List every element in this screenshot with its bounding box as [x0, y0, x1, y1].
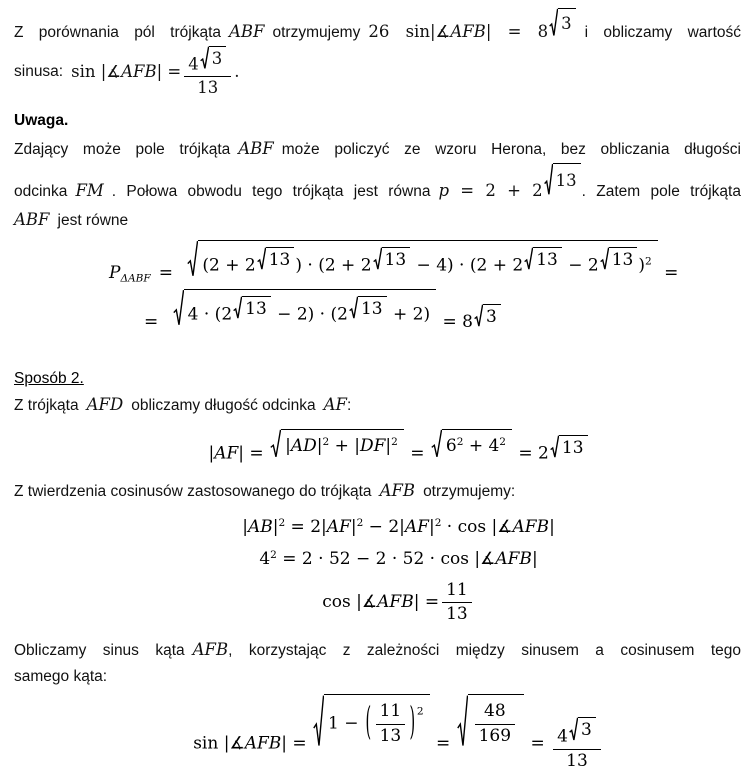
- fraction-denominator: 13: [197, 77, 219, 97]
- paragraph-heron-line1: [14, 136, 741, 163]
- radical: [200, 46, 227, 70]
- radicand: 3: [209, 46, 227, 70]
- text-run: :: [346, 397, 352, 415]
- math-run: |: [531, 549, 538, 570]
- math-run: |: [285, 436, 291, 457]
- heading-sposob-2: Sposób 2.: [14, 370, 84, 388]
- radical-sign-icon: [200, 46, 209, 70]
- math-run: |: [385, 436, 392, 457]
- radicand: [442, 429, 512, 458]
- fraction: [376, 701, 406, 747]
- radicand: 13: [533, 247, 562, 270]
- math-run: 4 · (2: [187, 304, 233, 325]
- math-var: AF: [214, 443, 239, 464]
- radical: [457, 694, 524, 749]
- text-run: Zdający może pole trójkąta: [14, 141, 231, 158]
- math-run: |: [350, 517, 357, 538]
- math-run: 4: [188, 54, 199, 74]
- radicand: 3: [558, 8, 576, 37]
- math-run: = 2|: [285, 517, 327, 538]
- math-run: | =: [156, 61, 182, 81]
- radical: [270, 429, 404, 458]
- math-run: =: [404, 443, 430, 464]
- radicand: 3: [483, 304, 501, 327]
- math-run: 4: [259, 549, 271, 570]
- math-run: ) · (2 + 2: [295, 255, 372, 276]
- text-run: i obliczamy wartość: [584, 24, 741, 41]
- math-var: AF: [323, 395, 347, 415]
- text-run: Obliczamy sinus kąta: [14, 642, 185, 660]
- fraction-denominator: 169: [478, 725, 512, 746]
- inline-formula: [360, 14, 584, 41]
- math-var: P: [109, 262, 121, 283]
- math-run: |: [316, 436, 323, 457]
- math-run: − 2) · (2: [271, 304, 348, 325]
- radical: [474, 304, 501, 327]
- radical-sign-icon: [550, 435, 559, 458]
- radical-sign-icon: [173, 289, 184, 327]
- math-var: AFB: [495, 549, 532, 570]
- fraction-denominator: 13: [566, 750, 588, 771]
- text-run: jest równe: [57, 212, 129, 229]
- math-var: ABF: [238, 139, 274, 158]
- math-run: − 2: [562, 255, 599, 276]
- radical-sign-icon: [544, 163, 553, 196]
- math-var: AFB: [450, 22, 486, 41]
- radical-sign-icon: [349, 296, 358, 319]
- radical: [373, 247, 411, 270]
- math-run: | =: [413, 592, 440, 613]
- math-run: 6: [445, 436, 457, 457]
- math-var: ABF: [14, 210, 50, 229]
- math-var: AF: [404, 517, 429, 538]
- radicand: 13: [358, 296, 387, 319]
- superscript: 2: [278, 517, 286, 530]
- math-var: AFB: [379, 481, 416, 501]
- fraction-numerator: [553, 717, 601, 750]
- radical-sign-icon: [313, 694, 324, 749]
- radical-sign-icon: [549, 8, 558, 37]
- display-equation-af: [14, 429, 741, 464]
- math-run: = 2: [513, 443, 549, 464]
- math-run: + 4: [463, 436, 500, 457]
- text-run: Z porównania pól trójkąta: [14, 24, 221, 41]
- fraction-numerator: 11: [442, 580, 472, 603]
- math-run: |: [272, 517, 279, 538]
- radical-sign-icon: [233, 296, 242, 319]
- math-run: + |: [329, 436, 360, 457]
- radical: [600, 247, 638, 270]
- radicand: [281, 429, 404, 458]
- text-run: , korzystając z zależności między sinusem a cosinusem tego: [228, 642, 741, 660]
- radical: [173, 289, 436, 327]
- math-var: FM: [75, 181, 104, 200]
- text-run: . Połowa obwodu tego trójkąta jest równa: [111, 183, 431, 200]
- math-run: | =: [238, 443, 270, 464]
- math-run: sin |∡: [71, 61, 122, 81]
- subscript: ΔABF: [120, 272, 151, 285]
- fraction-numerator: 11: [376, 701, 406, 724]
- radical-sign-icon: [373, 247, 382, 270]
- math-run: 26 sin|∡: [368, 22, 451, 41]
- math-var: AFD: [86, 395, 124, 415]
- radical: [233, 296, 271, 319]
- display-equation-cos1: [14, 517, 741, 537]
- superscript: 2: [456, 436, 464, 449]
- radicand: [468, 694, 524, 749]
- radicand: 13: [609, 247, 638, 270]
- radical-sign-icon: [474, 304, 483, 327]
- radicand: [324, 694, 430, 749]
- fraction-denominator: 13: [379, 725, 402, 746]
- math-run: + 2): [387, 304, 431, 325]
- math-var: AB: [247, 517, 273, 538]
- radicand: 13: [559, 435, 588, 458]
- math-var: AFB: [192, 640, 229, 660]
- math-var: AFB: [244, 733, 282, 754]
- fraction: [184, 46, 231, 99]
- radical-sign-icon: [431, 429, 442, 458]
- math-run: sin |∡: [193, 733, 245, 754]
- math-run: ): [638, 255, 645, 276]
- math-run: =: [658, 262, 679, 283]
- text-run: otrzymujemy:: [423, 483, 516, 501]
- radicand: 13: [553, 163, 581, 196]
- math-run: 1 −: [328, 713, 364, 734]
- fraction-denominator: 13: [446, 604, 468, 625]
- math-var: p: [438, 181, 449, 200]
- text-run: Z trójkąta: [14, 397, 79, 415]
- math-run: − 4) · (2 + 2: [411, 255, 524, 276]
- fraction: [442, 580, 472, 626]
- text-run: . Zatem pole trójkąta: [581, 183, 741, 200]
- radicand: 13: [382, 247, 411, 270]
- display-equation-heron: [109, 240, 741, 332]
- paragraph-sine-line1: [14, 637, 741, 664]
- text-run: może policzyć ze wzoru Herona, bez obliczania długości: [281, 141, 741, 158]
- math-run: · cos |∡: [441, 517, 513, 538]
- superscript: 2: [356, 517, 364, 530]
- inline-formula: [63, 46, 247, 99]
- text-run: samego kąta:: [14, 668, 108, 686]
- radical-sign-icon: [257, 247, 266, 270]
- radicand: 3: [578, 717, 596, 741]
- paragraph-comparison-line2: [14, 48, 741, 96]
- math-run: |: [428, 517, 435, 538]
- radical: [550, 435, 588, 458]
- superscript: 2: [499, 436, 506, 449]
- text-run: otrzymujemy: [272, 24, 361, 41]
- equation-line: [109, 240, 741, 285]
- math-run: = 2 · 52 − 2 · 52 · cos |∡: [276, 549, 496, 570]
- paragraph-heron-line2: [14, 163, 741, 207]
- text-run: Z twierdzenia cosinusów zastosowanego do trójkąta: [14, 483, 372, 501]
- radical-sign-icon: [600, 247, 609, 270]
- math-run: 4: [557, 726, 568, 747]
- math-run: =: [430, 733, 456, 754]
- math-run: (2 + 2: [202, 255, 256, 276]
- radical-sign-icon: [457, 694, 468, 749]
- radical-sign-icon: [569, 717, 578, 741]
- fraction: [553, 717, 601, 772]
- superscript: 2: [416, 705, 424, 718]
- math-var: AD: [290, 436, 317, 457]
- math-run: =: [158, 262, 179, 283]
- display-equation-cos3: [14, 580, 741, 626]
- radical: [313, 694, 430, 749]
- math-run: = 2 + 2: [449, 181, 543, 200]
- radical-sign-icon: [187, 240, 198, 278]
- radical: [349, 296, 387, 319]
- math-run: cos |∡: [322, 592, 378, 613]
- math-run: |: [549, 517, 555, 538]
- paragraph-heron-line3: [14, 207, 741, 234]
- radical: [257, 247, 295, 270]
- superscript: 2: [434, 517, 442, 530]
- math-run: = 8: [437, 311, 473, 332]
- paragraph-cosine-law: [14, 478, 741, 505]
- paragraph-triangle-afd: [14, 392, 741, 419]
- paragraph-comparison-line1: [14, 8, 741, 46]
- radical: [569, 717, 596, 741]
- math-run: − 2|: [363, 517, 405, 538]
- display-equation-cos2: [14, 549, 741, 569]
- text-run: obliczamy długość odcinka: [131, 397, 316, 415]
- math-var: AF: [326, 517, 351, 538]
- math-run: .: [234, 61, 240, 81]
- inline-formula: [430, 171, 581, 200]
- paren-stretchy-right: ): [409, 699, 416, 745]
- radical-sign-icon: [270, 429, 281, 458]
- superscript: 2: [644, 255, 652, 268]
- math-run: =: [144, 311, 164, 332]
- math-var: DF: [359, 436, 386, 457]
- radicand: [184, 289, 436, 327]
- text-run: sinusa:: [14, 63, 64, 81]
- math-var: ABF: [229, 22, 265, 41]
- radical: [549, 8, 576, 37]
- equation-line: [144, 289, 741, 332]
- math-run: =: [525, 733, 551, 754]
- radical: [187, 240, 657, 278]
- radical: [544, 163, 581, 196]
- superscript: 2: [322, 436, 330, 449]
- radical: [431, 429, 512, 458]
- math-run: |: [208, 443, 215, 464]
- radicand: 13: [266, 247, 295, 270]
- heading-uwaga: Uwaga.: [14, 112, 69, 129]
- radicand: 13: [242, 296, 271, 319]
- fraction-numerator: [184, 46, 231, 77]
- fraction: [475, 701, 515, 747]
- radical: [524, 247, 562, 270]
- math-var: AFB: [377, 592, 414, 613]
- math-run: | =: [281, 733, 313, 754]
- superscript: 2: [391, 436, 398, 449]
- radical-sign-icon: [524, 247, 533, 270]
- superscript: 2: [270, 549, 277, 562]
- math-var: AFB: [121, 61, 157, 81]
- math-run: | = 8: [485, 22, 549, 41]
- radicand: [198, 240, 657, 278]
- fraction-numerator: 48: [475, 701, 515, 724]
- math-var: AFB: [512, 517, 550, 538]
- text-run: odcinka: [14, 183, 68, 200]
- display-equation-sin: [14, 694, 741, 771]
- paragraph-sine-line2: [14, 664, 741, 690]
- math-run: |: [242, 517, 248, 538]
- paren-stretchy-left: (: [365, 699, 372, 745]
